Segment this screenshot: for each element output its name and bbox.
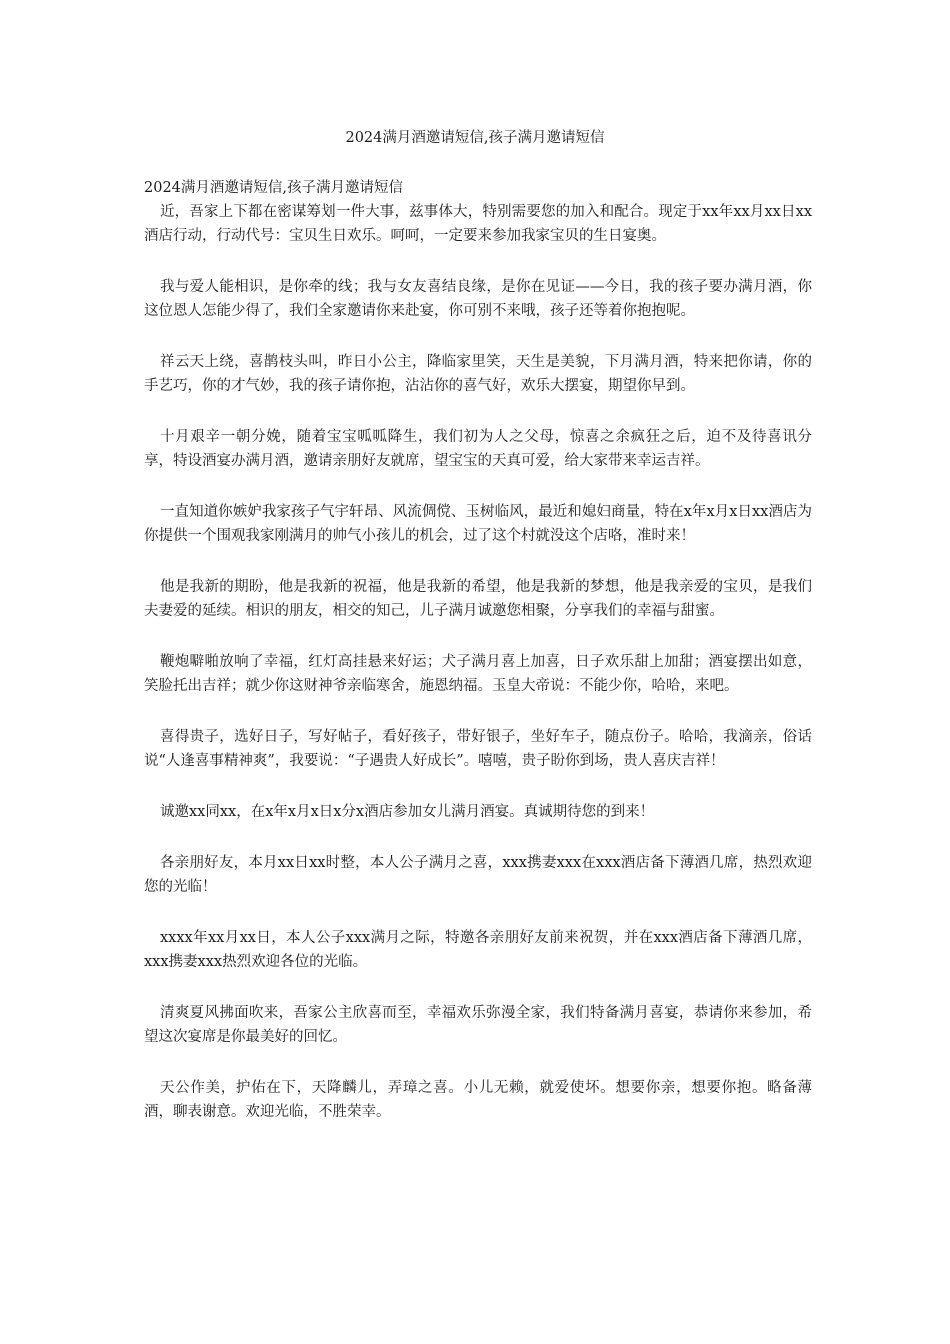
- paragraph-2: 我与爱人能相识，是你牵的线；我与女友喜结良缘，是你在见证——今日，我的孩子要办满月酒，你这位恩人怎能少得了，我们全家邀请你来赴宴，你可别不来哦，孩子还等着你抱抱呢。: [144, 279, 812, 319]
- paragraph-4: 十月艰辛一朝分娩，随着宝宝呱呱降生，我们初为人之父母，惊喜之余疯狂之后，迫不及待喜讯分享，特设酒宴办满月酒，邀请亲朋好友就席，望宝宝的天真可爱，给大家带来幸运吉祥。: [144, 429, 812, 469]
- paragraph-3: 祥云天上绕，喜鹊枝头叫，昨日小公主，降临家里笑，天生是美貌，下月满月酒，特来把你请，你的手艺巧，你的才气妙，我的孩子请你抱，沾沾你的喜气好，欢乐大摆宴，期望你早到。: [144, 354, 812, 394]
- paragraph-1: 近，吾家上下都在密谋筹划一件大事，兹事体大，特别需要您的加入和配合。现定于xx年xx月xx日xx酒店行动，行动代号：宝贝生日欢乐。呵呵，一定要来参加我家宝贝的生日宴奥。: [144, 204, 812, 244]
- document-title: 2024满月酒邀请短信,孩子满月邀请短信: [345, 130, 605, 146]
- paragraph-6: 他是我新的期盼，他是我新的祝福，他是我新的希望，他是我新的梦想，他是我亲爱的宝贝，是我们夫妻爱的延续。相识的朋友，相交的知己，儿子满月诚邀您相聚，分享我们的幸福与甜蜜。: [144, 579, 812, 619]
- paragraph-13: 天公作美，护佑在下，天降麟儿，弄璋之喜。小儿无赖，就爱使坏。想要你亲，想要你抱。略备薄酒，聊表谢意。欢迎光临，不胜荣幸。: [144, 1080, 812, 1120]
- paragraph-9: 诚邀xx同xx，在x年x月x日x分x酒店参加女儿满月酒宴。真诚期待您的到来！: [160, 804, 655, 820]
- document-subtitle: 2024满月酒邀请短信,孩子满月邀请短信: [144, 180, 404, 196]
- paragraph-12: 清爽夏风拂面吹来，吾家公主欣喜而至，幸福欢乐弥漫全家，我们特备满月喜宴，恭请你来参加，希望这次宴席是你最美好的回忆。: [144, 1005, 812, 1045]
- document-body: [144, 176, 812, 1124]
- paragraph-8: 喜得贵子，选好日子，写好帖子，看好孩子，带好银子，坐好车子，随点份子。哈哈，我滴亲，俗话说“人逢喜事精神爽”，我要说：“子遇贵人好成长”。嘻嘻，贵子盼你到场，贵人喜庆吉祥！: [144, 729, 812, 769]
- paragraph-5: 一直知道你嫉妒我家孩子气宇轩昂、风流倜傥、玉树临风，最近和媳妇商量，特在x年x月x日xx酒店为你提供一个围观我家刚满月的帅气小孩儿的机会，过了这个村就没这个店咯，准时来！: [144, 504, 812, 544]
- paragraph-7: 鞭炮噼啪放响了幸福，红灯高挂悬来好运；犬子满月喜上加喜，日子欢乐甜上加甜；酒宴摆出如意，笑脸托出吉祥；就少你这财神爷亲临寒舍，施恩纳福。玉皇大帝说：不能少你，哈哈，来吧。: [144, 654, 812, 694]
- paragraph-10: 各亲朋好友，本月xx日xx时整，本人公子满月之喜，xxx携妻xxx在xxx酒店备下薄酒几席，热烈欢迎您的光临！: [144, 855, 812, 895]
- paragraph-11: xxxx年xx月xx日，本人公子xxx满月之际，特邀各亲朋好友前来祝贺，并在xxx酒店备下薄酒几席，xxx携妻xxx热烈欢迎各位的光临。: [144, 930, 812, 970]
